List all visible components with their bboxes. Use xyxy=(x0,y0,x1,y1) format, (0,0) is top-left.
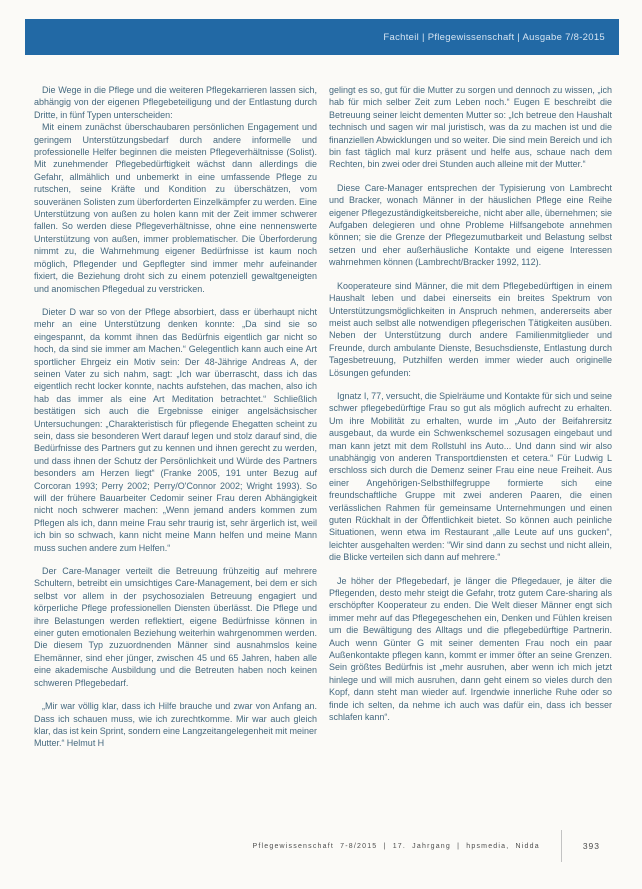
paragraph: Mit einem zunächst überschaubaren persönlichen Engagement und geringem Unterstützungsbedarf durch andere informelle und professionelle Helfer beginnen die meisten Pflegeverhältnisse (Solist). Mit zunehmender Pflegebedürftigkeit wächst dann allerdings die Gefahr, allmählich und unbemerkt in eine umfassende Pflege zu rutschen, seine Kräfte und Kondition zu überschätzen, vom souveränen Solisten zum überforderten Einzelkämpfer zu werden. Eine Unterstützung von außen zu holen kann mit der Zeit immer schwerer fallen. So werden diese Pflegeverhältnisse, ohne eine nennenswerte Unterstützung von außen, immer problematischer. Die Überforderung nimmt zu, die Wahrnehmung eigener Bedürfnisse ist kaum noch möglich, Pflegender und Gepflegter sind immer mehr aufeinander fixiert, die Beziehung droht sich zu einem potenziell gewaltgeneigten und anomischen Pflegedual zu verstricken. xyxy=(34,122,317,294)
header-issue-label: Fachteil | Pflegewissenschaft | Ausgabe 7/8-2015 xyxy=(383,31,605,43)
right-column xyxy=(329,84,612,750)
paragraph: gelingt es so, gut für die Mutter zu sorgen und dennoch zu wissen, „ich hab für mich selber Zeit zum Leben noch.“ Eugen E beschreibt die Betreuung seiner leicht dementen Mutter so: „Ich betreue den Haushalt technisch und sagen wir mal juristisch, was da zu machen ist und die finanziellen Abwicklungen und so weiter. Die sind mein Bereich und ich bin fast täglich mal kurz präsent und helfe aus, schaue nach dem Rechten, bin zwei oder drei Stunden auch alleine mit der Mutter.“ xyxy=(329,85,612,170)
paragraph: Dieter D war so von der Pflege absorbiert, dass er überhaupt nicht mehr an eine Unterstützung denken konnte: „Da sind sie so eingespannt, da kommt ihnen das Bedürfnis eigentlich gar nicht so hoch, da sind sie immer am Machen.“ Gelegentlich kann auch eine Art sportlicher Ehrgeiz ein Motiv sein: Der 48-Jährige Andreas A, der seinen Vater zu sich nahm, sagt: „Ich war überrascht, dass ich das eigentlich recht locker konnte, nachts aufstehen, das machen, also ich hab das immer als eine Art Meditation betrachtet.“ Schließlich bestätigen sich auch die Ergebnisse einiger angelsächsischer Untersuchungen: „Charakteristisch für pflegende Ehegatten scheint zu sein, dass sie besonderen Wert darauf legen und stolz darauf sind, die Bedürfnisse des Partners gut zu kennen und ihnen gerecht zu werden, und dass ihnen der Schutz der Persönlichkeit und Würde des Partners besonders am Herzen liegt“ (Franke 2005, 191 unter Bezug auf Corcoran 1993; Perry 2002; Perry/O'Connor 2002; Wright 1993). So will der frühere Bauarbeiter Cedomir seiner Frau deren Abhängigkeit nicht noch schwerer machen: „Wenn jemand anders kommen zum Pflegen als ich, dann meine Frau sehr traurig ist, sehr ärgerlich ist, weil ich bin so schwach, kann nicht meine Mann helfen und meine Mann muss suchen andere zum Helfen.“ xyxy=(34,306,317,553)
page-number: 393 xyxy=(582,841,600,851)
paragraph: „Mir war völlig klar, dass ich Hilfe brauche und zwar von Anfang an. Dass ich schauen muss, wie ich zurechtkomme. Mir war auch gleich klar, das ist kein Sprint, sondern eine Langzeitangelegenheit mit meiner Mutter.“ Helmut H xyxy=(34,701,317,749)
footer-divider xyxy=(561,830,562,862)
footer-journal-line: Pflegewissenschaft 7-8/2015 | 17. Jahrgang | hpsmedia, Nidda xyxy=(252,842,540,850)
paragraph: Kooperateure sind Männer, die mit dem Pflegebedürftigen in einem Haushalt leben und dabei einerseits ein breites Spektrum von Unterstützungsmöglichkeiten in Anspruch nehmen, andererseits aber meist auch selbst alle notwendigen pflegerischen Tätigkeiten ausüben. Neben der Unterstützung durch andere Familienmitglieder und Freunde, durch ambulante Dienste, Besuchsdienste, Entlastung durch Tagesbetreuung, Putzhilfen werden immer wieder auch originelle Lösungen gefunden: xyxy=(329,280,612,378)
paragraph: Die Wege in die Pflege und die weiteren Pflegekarrieren lassen sich, abhängig von der eigenen Pflegebeteiligung und der Entlastung durch Dritte, in fünf Typen unterscheiden: xyxy=(34,85,317,120)
article-body xyxy=(34,84,612,750)
page-footer xyxy=(253,830,601,862)
paragraph: Diese Care-Manager entsprechen der Typisierung von Lambrecht und Bracker, wonach Männer in der häuslichen Pflege eine Reihe eigener Pflegezuständigkeitsbereiche, nicht aber alle, übernehmen; sie Aufgaben delegieren und ohne Probleme Hilfsangebote annehmen können; sie die Grenze der Pflegezumutbarkeit und Belastung selbst setzen und eher außerhäusliche Kontakte und eigene Interessen wahrnehmen können (Lambrecht/Bracker 1992, 112). xyxy=(329,182,612,268)
paragraph: Je höher der Pflegebedarf, je länger die Pflegedauer, je älter die Pflegenden, desto mehr steigt die Gefahr, trotz gutem Care-sharing als erschöpfter Kooperateur zu enden. Die Welt dieser Männer engt sich immer mehr auf das Pflegegeschehen ein, Denken und Fühlen kreisen um die Bewältigung des Alltags und die pflegebedürftige Partnerin. Auch wenn Günter G mit seiner dementen Frau noch ein paar Außenkontakte pflegen kann, kommt er immer öfter an seine Grenzen. Sein größtes Bedürfnis ist „mehr ausruhen, aber wenn ich mich jetzt hinlege und will mich ausruhen, dann geht einem so vieles durch den Kopf, dann steht man wieder auf. Irgendwie innerliche Ruhe oder so finde ich selten, da nehme ich auch was dafür ein, dass ich besser schlafen kann“. xyxy=(329,575,612,723)
header-bar xyxy=(25,19,619,55)
left-column xyxy=(34,84,317,750)
paragraph: Der Care-Manager verteilt die Betreuung frühzeitig auf mehrere Schultern, betreibt ein umsichtiges Care-Management, bei dem er sich selbst vor allem in der psychosozialen Betreuung engagiert und körperliche Pflege professionellen Diensten überlässt. Die Pflege und ihre Belastungen werden reflektiert, eigene Bedürfnisse können in einer guten emotionalen Beziehung weiterhin wahrgenommen werden. Die diesem Typ zuzuordnenden Männer sind ausnahmslos keine Ehemänner, sind eher jünger, zwischen 45 und 65 Jahren, haben alle eine akademische Ausbildung und die Betreuten haben noch keinen schweren Pflegebedarf. xyxy=(34,566,317,688)
paragraph: Ignatz I, 77, versucht, die Spielräume und Kontakte für sich und seine schwer pflegebedürftige Frau so gut als möglich aufrecht zu erhalten. Um ihre Mobilität zu erhalten, wurde im „Auto der Beifahrersitz ausgebaut, da wurde ein Schwenkschemel sozusagen eingebaut und man kann jetzt mit dem Rollstuhl ins Auto... Und dann sind wir also unabhängig von anderen Transportdiensten et cetera.“ Für Ludwig L erschloss sich durch die Demenz seiner Frau eine neue Freiheit. Aus einer Angehörigen-Selbsthilfegruppe formierte sich eine freundschaftliche Gruppe mit zwei anderen Paaren, die einen verlässlichen Rahmen für gemeinsame Unternehmungen und einen guten Rückhalt in der Öffentlichkeit bietet. So können auch peinliche Situationen, wenn etwa im Restaurant „alle Leute auf uns gucken“, leichter ausgehalten werden: “Wir sind dann zu sechst und nicht allein, die Blicke verteilen sich dann auf mehrere.“ xyxy=(329,390,612,563)
